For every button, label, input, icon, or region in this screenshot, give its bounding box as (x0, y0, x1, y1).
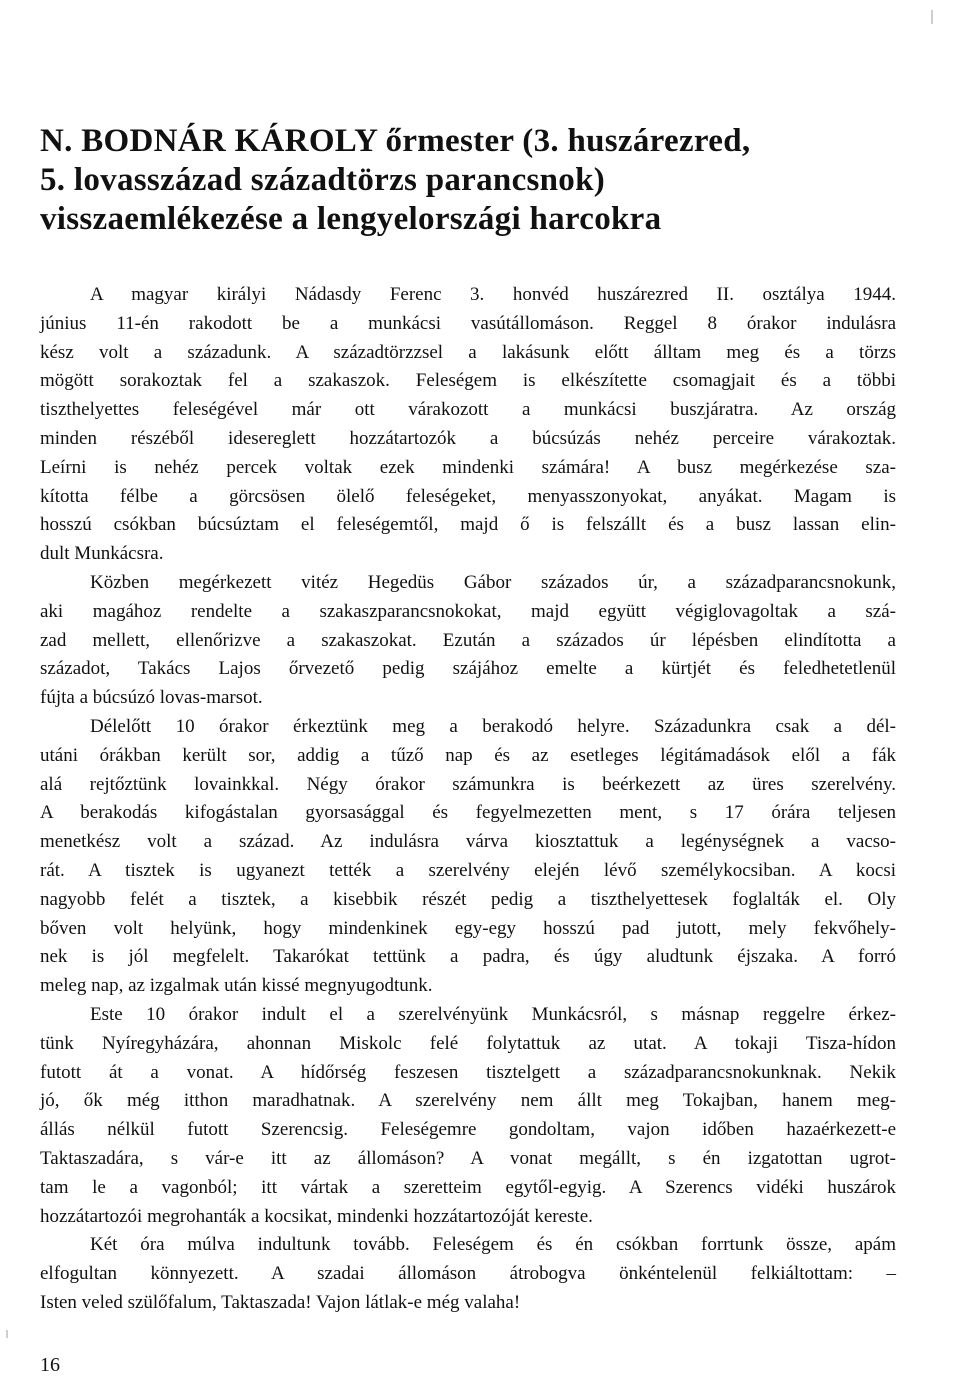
text-line: Taktaszadára, s vár-e itt az állomáson? A vonat megállt, s én izgatottan ugrot- (40, 1147, 896, 1169)
text-line: kész volt a századunk. A századtörzzsel a lakásunk előtt álltam meg és a törzs (40, 341, 896, 363)
text-line: zad mellett, ellenőrizve a szakaszokat. Ezután a százados úr lépésben elindította a (40, 629, 896, 651)
scan-mark (6, 1330, 8, 1338)
text-line: Leírni is nehéz percek voltak ezek mindenki számára! A busz megérkezése sza- (40, 456, 896, 478)
text-line: állás nélkül futott Szerencsig. Feleségemre gondoltam, vajon időben hazaérkezett-e (40, 1119, 896, 1141)
text-line: rát. A tisztek is ugyanezt tették a szerelvény elején lévő személykocsiban. A kocsi (40, 859, 896, 881)
scan-mark (931, 10, 933, 24)
text-line: nek is jól megfelelt. Takarókat tettünk a padra, és úgy aludtunk éjszaka. A forró (40, 946, 896, 968)
text-line: A magyar királyi Nádasdy Ferenc 3. honvéd huszárezred II. osztálya 1944. (90, 284, 896, 305)
text-line: hozzátartozói megrohanták a kocsikat, mindenki hozzátartozóját kereste. (40, 1205, 593, 1227)
text-line: kította félbe a görcsösen ölelő feleségeket, menyasszonyokat, anyákat. Magam is (40, 485, 896, 507)
text-line: hosszú csókban búcsúztam el feleségemtől, majd ő is felszállt és a busz lassan elin- (40, 514, 896, 536)
text-line: aki magához rendelte a szakaszparancsnokokat, majd együtt végiglovagoltak a szá- (40, 600, 896, 622)
text-line: Közben megérkezett vitéz Hegedüs Gábor százados úr, a századparancsnokunk, (90, 571, 896, 593)
text-line: minden részéből idesereglett hozzátartozók a búcsúzás nehéz perceire várakoztak. (40, 427, 896, 449)
page-number: 16 (40, 1354, 60, 1376)
text-line: jó, ők még itthon maradhatnak. A szerelvény nem állt meg Tokajban, hanem meg- (40, 1090, 896, 1112)
text-line: elfogultan könnyezett. A szadai állomáson átrobogva önkéntelenül felkiáltottam: – (40, 1263, 896, 1285)
text-line: századot, Takács Lajos őrvezető pedig szájához emelte a kürtjét és feledhetetlenül (40, 658, 896, 680)
text-line: dult Munkácsra. (40, 543, 164, 565)
text-line: június 11-én rakodott be a munkácsi vasútállomáson. Reggel 8 órakor indulásra (40, 312, 896, 334)
text-line: menetkész volt a század. Az indulásra várva kiosztattuk a legénységnek a vacso- (40, 831, 896, 853)
text-line: tam le a vagonból; itt vártak a szeretteim egytől-egyig. A Szerencs vidéki huszárok (40, 1176, 896, 1198)
text-line: Délelőtt 10 órakor érkeztünk meg a berakodó helyre. Századunkra csak a dél- (90, 715, 896, 737)
text-line: tiszthelyettes feleségével már ott várakozott a munkácsi buszjáratra. Az ország (40, 399, 896, 421)
paragraph (40, 1001, 896, 1231)
text-line: Két óra múlva indultunk tovább. Feleségem és én csókban forrtunk össze, apám (90, 1234, 896, 1256)
text-line: fújta a búcsúzó lovas-marsot. (40, 687, 263, 709)
text-line: mögött sorakoztak fel a szakaszok. Feleségem is elkészítette csomagjait és a többi (40, 370, 896, 392)
paragraph (40, 569, 896, 713)
text-line: futott át a vonat. A hídőrség feszesen tisztelgett a századparancsnokunknak. Nekik (40, 1061, 896, 1083)
text-line: A berakodás kifogástalan gyorsasággal és fegyelmezetten ment, s 17 órára teljesen (40, 802, 896, 824)
body-text (40, 281, 896, 1318)
text-line: utáni órákban került sor, addig a tűző nap és az esetleges légitámadások elől a fák (40, 744, 896, 766)
title-line: visszaemlékezése a lengyelországi harcokra (40, 201, 662, 237)
title-line: 5. lovasszázad századtörzs parancsnok) (40, 162, 606, 198)
paragraph (40, 281, 896, 569)
text-line: bőven volt helyünk, hogy mindenkinek egy-egy hosszú pad jutott, mely fekvőhely- (40, 917, 896, 939)
text-line: alá rejtőztünk lovainkkal. Négy órakor számunkra is beérkezett az üres szerelvény. (40, 773, 896, 795)
text-line: nagyobb felét a tisztek, a kisebbik részét pedig a tiszthelyettesek foglalták el. Oly (40, 888, 896, 910)
paragraph (40, 1231, 896, 1317)
text-line: tünk Nyíregyházára, ahonnan Miskolc felé folytattuk az utat. A tokaji Tisza-hídon (40, 1032, 896, 1054)
title-line: N. BODNÁR KÁROLY őrmester (3. huszárezred, (40, 123, 751, 159)
paragraph (40, 713, 896, 1001)
text-line: Isten veled szülőfalum, Taktaszada! Vajon látlak-e még valaha! (40, 1291, 521, 1313)
text-line: meleg nap, az izgalmak után kissé megnyugodtunk. (40, 975, 433, 997)
text-line: Este 10 órakor indult el a szerelvényünk Munkácsról, s másnap reggelre érkez- (90, 1003, 896, 1025)
chapter-title (40, 122, 920, 239)
